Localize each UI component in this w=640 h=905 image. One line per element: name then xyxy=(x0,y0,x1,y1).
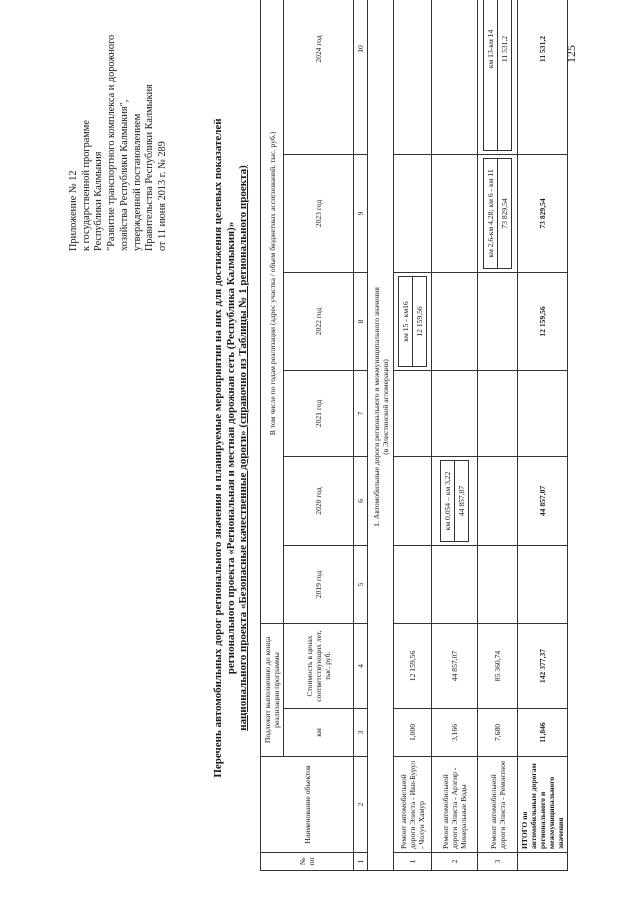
row-2023 xyxy=(478,154,518,272)
col-number: 4 xyxy=(354,623,368,708)
row-km: 1,000 xyxy=(394,709,432,757)
col-number: 9 xyxy=(354,154,368,272)
total-2019 xyxy=(518,545,568,623)
cell-amount: 73 829,54 xyxy=(498,158,512,268)
appendix-block xyxy=(68,6,170,251)
section-cell xyxy=(368,0,394,871)
row-num: 1 xyxy=(394,853,432,871)
section-subtitle: (в Элистинской агломерации) xyxy=(380,359,390,455)
row-2019 xyxy=(478,545,518,623)
table-row xyxy=(432,0,478,871)
table-row xyxy=(478,0,518,871)
col-number: 7 xyxy=(354,370,368,456)
document-heading xyxy=(212,23,250,873)
heading-line-2: регионального проекта «Региональная и местная дорожная сеть (Республика Калмыкия)» xyxy=(224,221,237,675)
row-2020 xyxy=(394,456,432,545)
row-km: 7,680 xyxy=(478,709,518,757)
header-year-2024: 2024 год xyxy=(284,0,354,154)
page-number: 125 xyxy=(564,45,578,63)
header-cost: Стоимость в ценах соответствующих лет, тыс. руб. xyxy=(284,623,354,708)
col-number: 8 xyxy=(354,272,368,370)
col-number: 1 xyxy=(354,853,368,871)
appendix-line: "Развитие транспортного комплекса и дорожного xyxy=(106,34,118,251)
row-num: 2 xyxy=(432,853,478,871)
section-row xyxy=(368,0,394,871)
row-2024 xyxy=(432,0,478,154)
row-2024 xyxy=(478,0,518,154)
row-2023 xyxy=(432,154,478,272)
row-2022 xyxy=(478,272,518,370)
appendix-line: утвержденной постановлением xyxy=(131,113,143,251)
total-row xyxy=(518,0,568,871)
cell-split xyxy=(483,158,512,269)
header-year-2020: 2020 год xyxy=(284,456,354,545)
appendix-line: Приложение № 12 xyxy=(68,170,79,251)
row-2019 xyxy=(432,545,478,623)
header-row-2 xyxy=(284,0,354,871)
header-year-2023: 2023 год xyxy=(284,154,354,272)
row-name: Ремонт автомобильной дороги Элиста - Ики-Бурул - Чолун Хамур xyxy=(394,757,432,853)
heading-line-3: национального проекта «Безопасные качественные дороги» (справочно из Таблицы № 1 регионального проекта) xyxy=(237,165,249,731)
cell-split xyxy=(483,0,512,151)
row-2024 xyxy=(394,0,432,154)
cell-split xyxy=(398,276,427,367)
row-2019 xyxy=(394,545,432,623)
col-number: 3 xyxy=(354,709,368,757)
header-subject: Подлежит выполнению до конца реализации программы xyxy=(261,623,284,756)
row-num: 3 xyxy=(478,853,518,871)
appendix-line: к государственной программе xyxy=(80,120,92,251)
row-2022 xyxy=(432,272,478,370)
row-name: Ремонт автомобильной дороги Элиста - Ремонтное xyxy=(478,757,518,853)
header-year-2022: 2022 год xyxy=(284,272,354,370)
heading-line-1: Перечень автомобильных дорог регионального значения и планируемые мероприятия на них для достижения целевых показателей xyxy=(212,118,224,778)
table-row xyxy=(394,0,432,871)
appendix-line: хозяйства Республики Калмыкия", xyxy=(118,99,130,251)
total-2020: 44 857,07 xyxy=(518,456,568,545)
cell-amount: 44 857,07 xyxy=(455,460,469,541)
total-num xyxy=(518,853,568,871)
row-2021 xyxy=(478,370,518,456)
total-2024: 11 531,2 xyxy=(518,0,568,154)
total-name: ИТОГО по автомобильным дорогам регионального и межмуниципального значения xyxy=(518,757,568,853)
header-row-1 xyxy=(261,0,284,871)
cell-address: км 15 - км16 xyxy=(399,276,413,366)
header-year-2019: 2019 год xyxy=(284,545,354,623)
col-number: 5 xyxy=(354,545,368,623)
cell-amount: 12 159,56 xyxy=(413,276,427,366)
row-2023 xyxy=(394,154,432,272)
cell-address: км 13-км 14 xyxy=(484,0,498,150)
total-2022: 12 159,56 xyxy=(518,272,568,370)
cell-split xyxy=(440,460,469,542)
cell-address: км 0,054 – км 3,22 xyxy=(441,460,455,541)
header-name: Наименование объектов xyxy=(261,757,354,853)
total-2023: 73 829,54 xyxy=(518,154,568,272)
col-number: 2 xyxy=(354,757,368,853)
row-2020 xyxy=(432,456,478,545)
cell-amount: 11 531,2 xyxy=(498,0,512,150)
appendix-line: Правительства Республики Калмыкия xyxy=(144,84,156,251)
col-number: 10 xyxy=(354,0,368,154)
row-2021 xyxy=(394,370,432,456)
header-km: км xyxy=(284,709,354,757)
cell-address: км 2,6-км 4,28; км 6 - км 11 xyxy=(484,158,498,268)
section-title: 1. Автомобильные дороги регионального и межмуниципального значения xyxy=(371,287,381,527)
appendix-line: Республики Калмыкия xyxy=(93,151,105,251)
row-cost: 44 857,07 xyxy=(432,623,478,708)
column-numbers-row xyxy=(354,0,368,871)
header-years-group: В том числе по годам реализации (адрес участка / объем бюджетных ассигнований, тыс. руб.) xyxy=(261,0,284,623)
row-km: 3,166 xyxy=(432,709,478,757)
appendix-line: от 11 июня 2013 г. № 289 xyxy=(156,141,168,251)
header-year-2021: 2021 год xyxy=(284,370,354,456)
row-cost: 12 159,56 xyxy=(394,623,432,708)
row-2022 xyxy=(394,272,432,370)
roads-table xyxy=(260,0,568,871)
col-number: 6 xyxy=(354,456,368,545)
header-num: № пп xyxy=(261,853,354,871)
row-name: Ремонт автомобильной дороги Элиста - Арзгир - Минеральные Воды xyxy=(432,757,478,853)
row-2020 xyxy=(478,456,518,545)
total-2021 xyxy=(518,370,568,456)
total-km: 11,846 xyxy=(518,709,568,757)
row-cost: 85 360,74 xyxy=(478,623,518,708)
row-2021 xyxy=(432,370,478,456)
total-cost: 142 377,37 xyxy=(518,623,568,708)
